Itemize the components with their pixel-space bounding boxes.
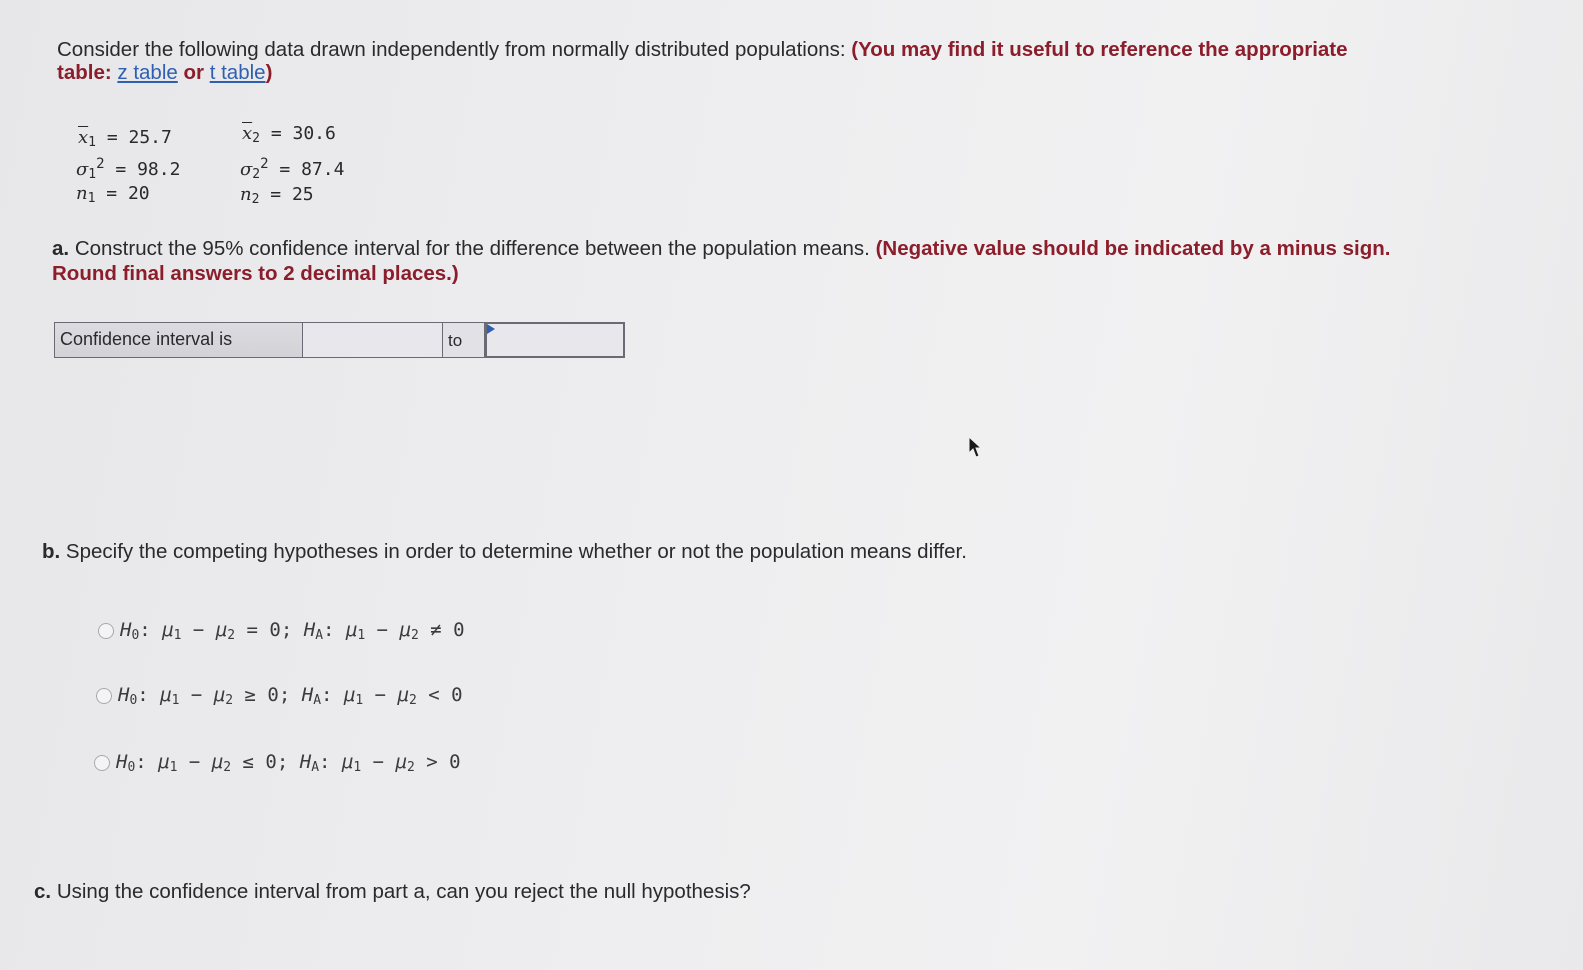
sample2-size: $n_2 = 25$ [240, 184, 314, 207]
sample1-size: $n_1 = 20$ [76, 183, 150, 206]
sample1-variance: $\sigma_1^2 = 98.2$ [76, 156, 181, 182]
ci-lower-input[interactable] [303, 323, 443, 357]
question-intro [57, 38, 1397, 84]
radio-button[interactable] [94, 755, 110, 771]
z-table-link[interactable]: z table [117, 61, 178, 84]
confidence-interval-table [54, 322, 625, 358]
t-table-link[interactable]: t table [209, 61, 266, 84]
sample1-mean: $\overline{x}_1 = 25.7$ [78, 127, 172, 150]
part-a-question: a. Construct the 95% confidence interval for the difference between the population means. (Negative value should be indicated by a minus sign. Round final answers to 2 decimal places.) [52, 237, 1391, 285]
ci-upper-input[interactable] [485, 322, 625, 358]
hypothesis-option-1[interactable]: $H_0$: $\mu_1 - \mu_2 = 0$; $H_A$: $\mu_1 - \mu_2 \ne 0$ [98, 619, 465, 643]
part-b-question: b. Specify the competing hypotheses in order to determine whether or not the population means differ. [42, 540, 967, 563]
hypothesis-option-2[interactable]: $H_0$: $\mu_1 - \mu_2 \ge 0$; $H_A$: $\mu_1 - \mu_2 < 0$ [96, 684, 463, 708]
ci-to-label: to [443, 323, 485, 357]
ci-label: Confidence interval is [55, 323, 303, 357]
mouse-pointer-icon [968, 436, 984, 460]
part-a-note: (Negative value should be indicated by a minus sign. Round final answers to 2 decimal places.) [52, 237, 1391, 285]
table-reference-note: (You may find it useful to reference the appropriate table: z table or t table) [57, 38, 1348, 84]
input-flag-icon [487, 324, 495, 334]
radio-button[interactable] [98, 623, 114, 639]
sample2-mean: $\overline{x}_2 = 30.6$ [242, 123, 336, 146]
radio-button[interactable] [96, 688, 112, 704]
sample2-variance: $\sigma_2^2 = 87.4$ [240, 156, 345, 182]
hypothesis-option-3[interactable]: $H_0$: $\mu_1 - \mu_2 \le 0$; $H_A$: $\mu_1 - \mu_2 > 0$ [94, 751, 461, 775]
intro-text: Consider the following data drawn independently from normally distributed populations: [57, 38, 846, 61]
part-c-question: c. Using the confidence interval from part a, can you reject the null hypothesis? [34, 880, 751, 903]
